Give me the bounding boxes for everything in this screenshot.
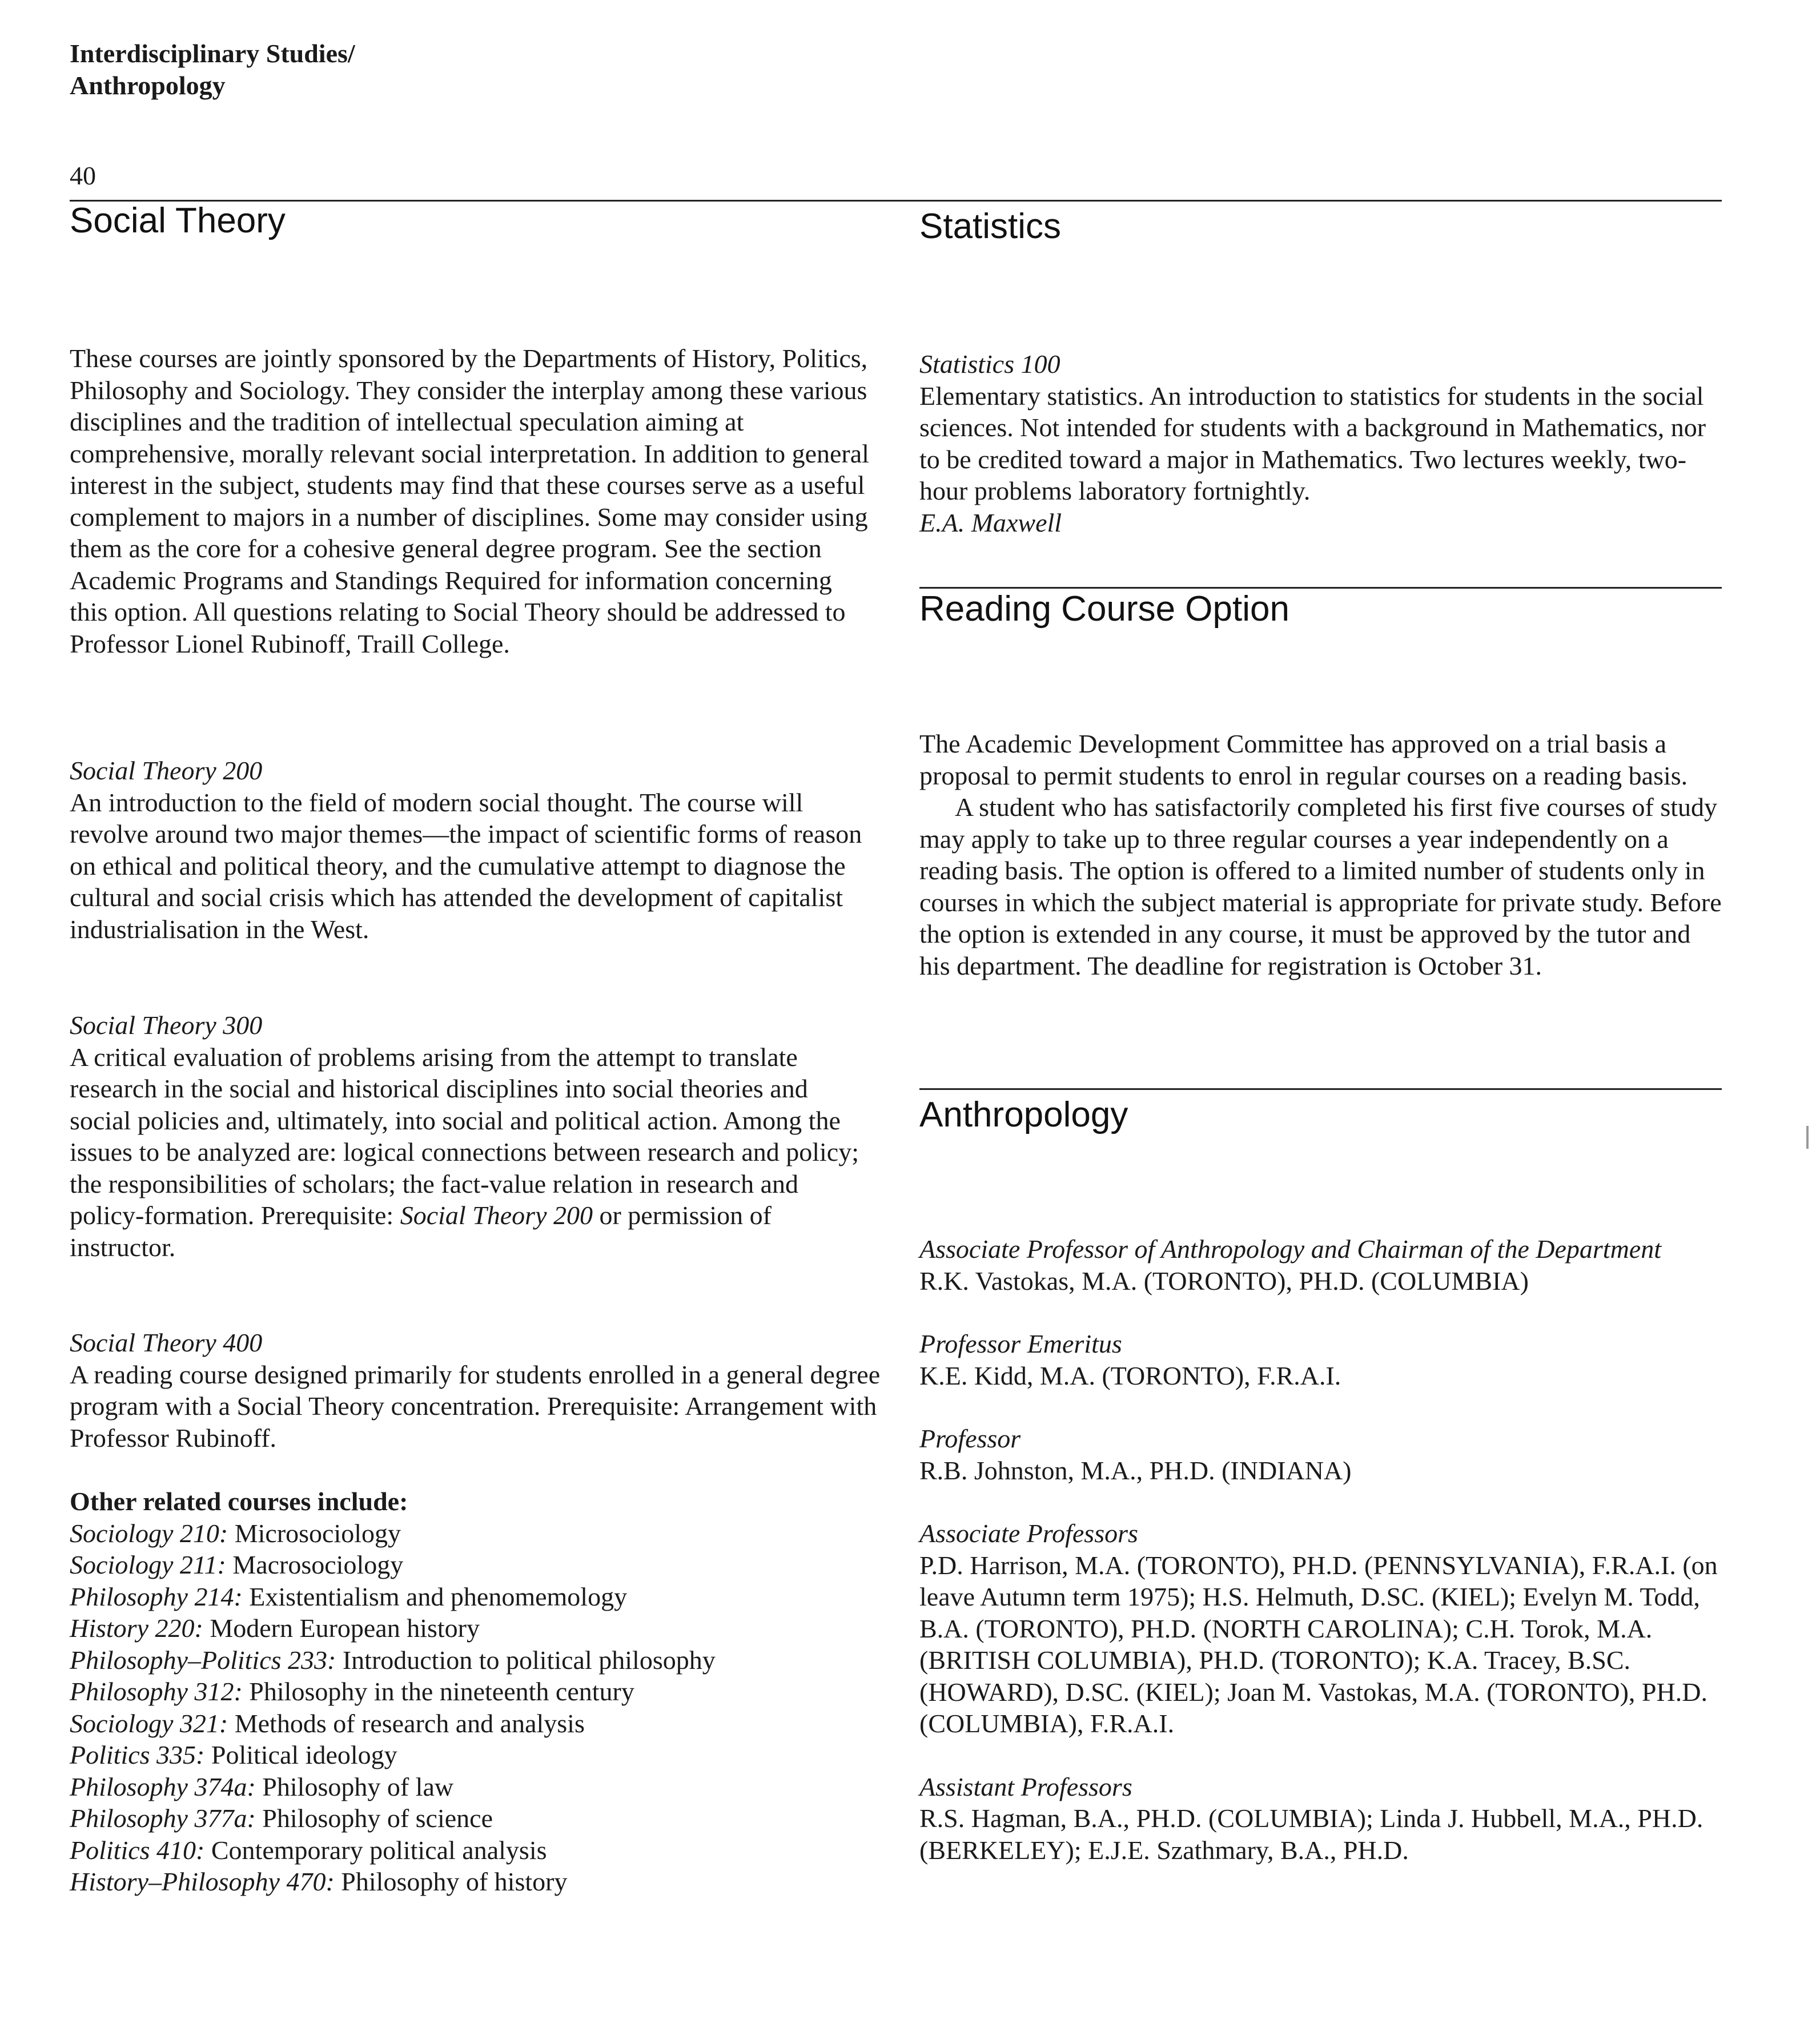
course-description: An introduction to the field of modern social thought. The course will revolve around two major themes—the impact of scientific forms of reason on ethical and political theory, and the cumulative attempt to diagnose the cultural and social crisis which has attended the development of capitalist industrialisation in the West. (70, 787, 862, 944)
faculty-group (919, 1518, 1722, 1740)
course-title: Social Theory 200 (70, 756, 263, 785)
top-rule (70, 200, 1722, 202)
social-theory-intro-text: These courses are jointly sponsored by the Departments of History, Politics, Philosophy and Sociology. They consider the interplay among these various disciplines and the tradition of intellectual speculation aiming at comprehensive, morally relevant social interpretation. In addition to general interest in the subject, students may find that these courses serve as a useful complement to majors in a number of disciplines. Some may consider using them as the core for a cohesive general degree program. See the section Academic Programs and Standings Required for information concerning this option. All questions relating to Social Theory should be addressed to Professor Lionel Rubinoff, Traill College. (70, 344, 869, 658)
related-course-item: Sociology 321: Methods of research and analysis (70, 1708, 585, 1738)
course-social-theory-200 (70, 755, 869, 945)
social-theory-intro (70, 343, 869, 659)
related-course-item: Philosophy 312: Philosophy in the nineteenth century (70, 1677, 634, 1706)
faculty-role: Assistant Professors (919, 1772, 1132, 1801)
course-description (70, 1041, 869, 1264)
related-courses-heading: Other related courses include: (70, 1487, 408, 1516)
faculty-names: R.B. Johnston, M.A., PH.D. (INDIANA) (919, 1455, 1352, 1485)
course-social-theory-300 (70, 1009, 869, 1263)
related-courses (70, 1486, 881, 1898)
related-course-item: Philosophy 214: Existentialism and phenomemology (70, 1582, 628, 1611)
faculty-group (919, 1233, 1722, 1297)
faculty-names: R.S. Hagman, B.A., PH.D. (COLUMBIA); Linda J. Hubbell, M.A., PH.D. (BERKELEY); E.J.E. Szathmary, B.A., PH.D. (919, 1804, 1703, 1865)
course-description: Elementary statistics. An introduction to statistics for students in the social sciences. Not intended for students with a background in Mathematics, nor to be credited toward a major in Mathematics. Two lectures weekly, two-hour problems laboratory fortnightly. (919, 381, 1706, 505)
faculty-names: R.K. Vastokas, M.A. (TORONTO), PH.D. (COLUMBIA) (919, 1266, 1529, 1295)
related-course-item: Philosophy–Politics 233: Introduction to political philosophy (70, 1645, 716, 1675)
faculty-names: K.E. Kidd, M.A. (TORONTO), F.R.A.I. (919, 1361, 1341, 1390)
related-course-item: Politics 335: Political ideology (70, 1740, 397, 1769)
prerequisite-tail: or permission of instructor. (70, 1201, 772, 1262)
course-description-text: A critical evaluation of problems arising from the attempt to translate research in the social and historical disciplines into social theories and social policies and, ultimately, into social and political action. Among the issues to be analyzed are: logical connections between research and policy; the responsibilities of scholars; the fact-value relation in research and policy-formation. Prerequisite: (70, 1042, 859, 1230)
anthropology-title: Anthropology (919, 1095, 1128, 1134)
scan-mark (1806, 1126, 1809, 1149)
course-statistics-100 (919, 348, 1722, 538)
related-course-item: Politics 410: Contemporary political analysis (70, 1835, 547, 1865)
faculty-role: Associate Professor of Anthropology and Chairman of the Department (919, 1234, 1662, 1264)
section-rule (919, 587, 1722, 589)
course-description: A reading course designed primarily for students enrolled in a general degree program with a Social Theory concentration. Prerequisite: Arrangement with Professor Rubinoff. (70, 1359, 881, 1452)
faculty-group (919, 1328, 1722, 1391)
page-number: 40 (70, 161, 96, 190)
running-head-line-2: Anthropology (70, 71, 226, 100)
reading-course-text (919, 728, 1722, 981)
prerequisite-course: Social Theory 200 (400, 1201, 593, 1230)
course-title: Social Theory 300 (70, 1011, 263, 1040)
reading-course-para-2: A student who has satisfactorily completed his first five courses of study may apply to take up to three regular courses a year independently on a reading basis. The option is offered to a limited number of students only in courses in which the subject material is appropriate for private study. Before the option is extended in any course, it must be approved by the tutor and his department. The deadline for registration is October 31. (919, 792, 1722, 980)
course-instructor: E.A. Maxwell (919, 508, 1062, 537)
section-rule (919, 1088, 1722, 1090)
faculty-role: Professor Emeritus (919, 1329, 1122, 1358)
faculty-role: Professor (919, 1424, 1021, 1453)
anthropology-faculty (919, 1233, 1722, 1897)
running-head-line-1: Interdisciplinary Studies/ (70, 39, 355, 68)
faculty-group (919, 1423, 1722, 1486)
reading-course-title: Reading Course Option (919, 589, 1289, 629)
social-theory-title: Social Theory (70, 201, 286, 240)
faculty-group (919, 1771, 1722, 1866)
related-course-item: Philosophy 374a: Philosophy of law (70, 1772, 454, 1801)
running-head (70, 38, 355, 102)
course-title: Social Theory 400 (70, 1328, 263, 1357)
course-title: Statistics 100 (919, 349, 1060, 379)
course-social-theory-400 (70, 1327, 881, 1454)
reading-course-para-1: The Academic Development Committee has approved on a trial basis a proposal to permit students to enrol in regular courses on a reading basis. (919, 729, 1688, 790)
related-course-item: History–Philosophy 470: Philosophy of history (70, 1867, 568, 1896)
faculty-role: Associate Professors (919, 1519, 1138, 1548)
faculty-names: P.D. Harrison, M.A. (TORONTO), PH.D. (PENNSYLVANIA), F.R.A.I. (on leave Autumn term 1975); H.S. Helmuth, D.SC. (KIEL); Evelyn M. Todd, B.A. (TORONTO), PH.D. (NORTH CAROLINA); C.H. Torok, M.A. (BRITISH COLUMBIA), PH.D. (TORONTO); K.A. Tracey, B.SC. (HOWARD), D.SC. (KIEL); Joan M. Vastokas, M.A. (TORONTO), PH.D. (COLUMBIA), F.R.A.I. (919, 1550, 1718, 1738)
related-course-item: Philosophy 377a: Philosophy of science (70, 1804, 493, 1833)
related-course-item: History 220: Modern European history (70, 1614, 480, 1643)
related-course-item: Sociology 210: Microsociology (70, 1518, 401, 1548)
statistics-title: Statistics (919, 207, 1062, 246)
related-course-item: Sociology 211: Macrosociology (70, 1550, 404, 1579)
